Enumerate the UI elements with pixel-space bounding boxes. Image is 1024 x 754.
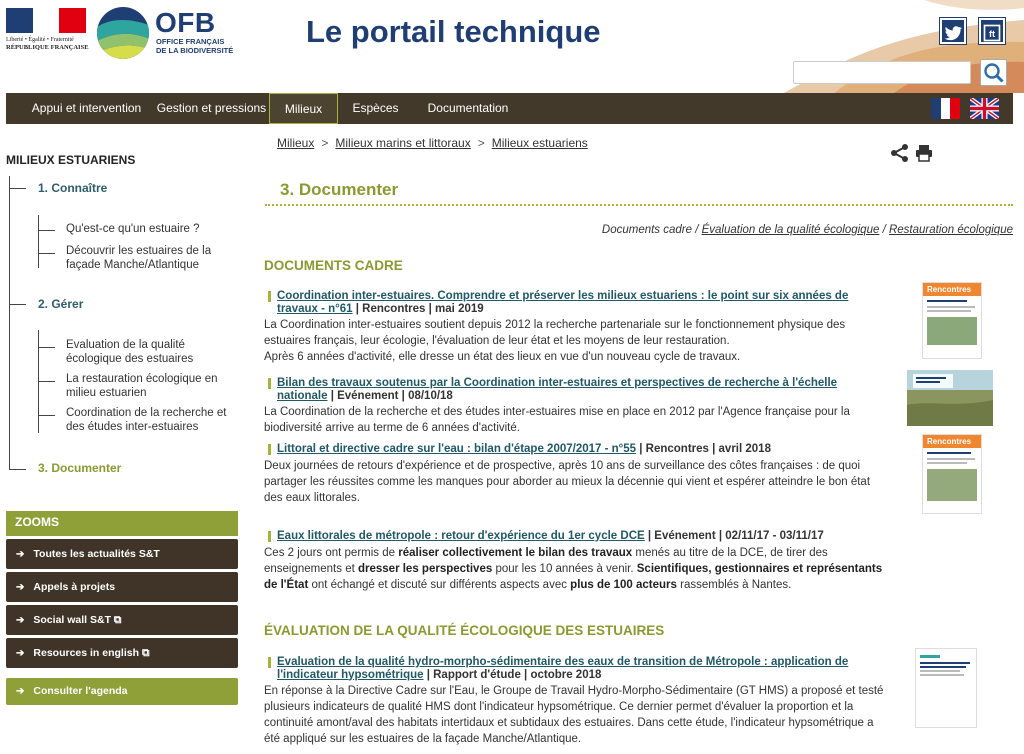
zoom-actualites[interactable]: ➔ Toutes les actualités S&T [6, 539, 238, 569]
rf-motto: Liberté • Égalité • Fraternité [6, 37, 74, 43]
arrow-right-icon: ➔ [16, 549, 25, 560]
site-header [0, 0, 1024, 93]
entry-title-link[interactable]: Littoral et directive cadre sur l'eau : bilan d'étape 2007/2017 - n°55 [277, 443, 637, 455]
search-input[interactable] [793, 61, 971, 84]
arrow-right-icon: ➔ [16, 648, 25, 659]
entry-title-link[interactable]: Bilan des travaux soutenus par la Coordination inter-estuaires et perspectives de recherche à l'échelle nationale [277, 377, 838, 402]
zoom-appels[interactable]: ➔ Appels à projets [6, 572, 238, 602]
ofb-wordmark: OFB [155, 7, 216, 38]
zoom-resources-english[interactable]: ➔ Resources in english ⧉ [6, 638, 238, 668]
sidebar-item-gerer[interactable]: 2. Gérer [38, 297, 84, 311]
rf-name: RÉPUBLIQUE FRANÇAISE [6, 44, 89, 51]
sidebar-item-evaluation[interactable]: Evaluation de la qualité écologique des estuaires [66, 339, 194, 365]
list-item: Eaux littorales de métropole : retour d'expérience du 1er cycle DCE | Evénement | 02/11/17 - 03/11/17 Ces 2 jours ont permis de réaliser collectivement le bilan des travaux menés au titre de la DCE, de tirer des enseignements et dresser les perspectives pour les 10 années à venir. Scientifiques, gestionnaires et représentants de l'État ont échangé et discuté sur différents aspects avec plus de 100 acteurs rassemblés à Nantes. [264, 530, 889, 593]
main-navigation [6, 93, 1013, 124]
anchor-evaluation[interactable]: Évaluation de la qualité écologique [701, 224, 880, 236]
page-title: 3. Documenter [280, 180, 399, 199]
list-item: Evaluation de la qualité hydro-morpho-sédimentaire des eaux de transition de Métropole : application de l'indicateur hypsométrique | Rapport d'étude | octobre 2018 En réponse à la Directive Cadre sur l'Eau, le Groupe de Travail Hydro-Morpho-Sédimentaire (GT HMS) a proposé et testé plusieurs indicateurs de qualité HMS dont l'indicateur hypsométrique. Ce dernier permet d'évaluer la proportion et la continuité amont/aval des habitats intertidaux et subtidaux des estuaires. Dans cette étude, l'indicateur hypsométrique a été appliqué sur les estuaires de la façade Manche/Atlantique. [264, 656, 889, 747]
entry-title-link[interactable]: Coordination inter-estuaires. Comprendre et préserver les milieux estuariens : le point sur six années de travaux - n°61 [277, 290, 849, 315]
breadcrumb-estuariens[interactable]: Milieux estuariens [491, 136, 588, 150]
event-thumbnail[interactable] [907, 370, 993, 426]
ofb-subtitle: OFFICE FRANÇAIS DE LA BIODIVERSITÉ [156, 37, 234, 55]
ofb-logo-icon[interactable] [97, 7, 149, 59]
document-thumbnail[interactable]: Rencontres [922, 434, 982, 514]
sidebar-item-documenter[interactable]: 3. Documenter [38, 461, 122, 475]
portal-title: Le portail technique [306, 14, 601, 49]
section-evaluation: ÉVALUATION DE LA QUALITÉ ÉCOLOGIQUE DES ESTUAIRES [264, 623, 665, 638]
sidebar-item-coordination[interactable]: Coordination de la recherche et des études inter-estuaires [66, 407, 227, 433]
arrow-right-icon: ➔ [16, 582, 25, 593]
document-thumbnail[interactable]: Rencontres [922, 282, 982, 359]
twitter-icon[interactable] [940, 18, 966, 44]
agenda-button[interactable]: ➔ Consulter l'agenda [6, 678, 238, 705]
french-flag-icon[interactable] [931, 98, 960, 119]
zoom-social-wall[interactable]: ➔ Social wall S&T ⧉ [6, 605, 238, 635]
section-anchors: Documents cadre / Évaluation de la qualité écologique / Restauration écologique [601, 224, 1013, 236]
breadcrumb-milieux[interactable]: Milieux [277, 136, 315, 150]
external-link-icon: ⧉ [113, 614, 122, 626]
zooms-header: ZOOMS [6, 511, 238, 536]
republique-francaise-logo[interactable] [6, 8, 90, 58]
nav-milieux[interactable]: Milieux [269, 93, 338, 124]
nav-gestion[interactable]: Gestion et pressions [156, 101, 267, 115]
entry-title-link[interactable]: Evaluation de la qualité hydro-morpho-sédimentaire des eaux de transition de Métropole : application de l'indicateur hypsométrique [277, 656, 849, 681]
english-flag-icon[interactable] [970, 98, 999, 119]
section-documents-cadre: DOCUMENTS CADRE [264, 258, 403, 273]
sidebar-item-decouvrir[interactable]: Découvrir les estuaires de la façade Manche/Atlantique [66, 245, 212, 271]
arrow-right-icon: ➔ [16, 615, 25, 626]
sidebar-item-estuaire[interactable]: Qu'est-ce qu'un estuaire ? [66, 223, 200, 235]
rss-icon[interactable] [979, 18, 1005, 44]
title-divider [265, 204, 1013, 206]
document-thumbnail[interactable] [915, 648, 977, 728]
nav-documentation[interactable]: Documentation [427, 101, 509, 115]
sidebar-title: MILIEUX ESTUARIENS [6, 153, 136, 167]
external-link-icon: ⧉ [141, 647, 150, 659]
share-icon[interactable] [890, 143, 910, 163]
print-icon[interactable] [915, 144, 933, 162]
sidebar-item-connaitre[interactable]: 1. Connaître [38, 181, 108, 195]
entry-title-link[interactable]: Eaux littorales de métropole : retour d'expérience du 1er cycle DCE [277, 530, 645, 542]
anchor-restauration[interactable]: Restauration écologique [888, 224, 1013, 236]
nav-appui[interactable]: Appui et intervention [31, 101, 142, 115]
breadcrumb: Milieux > Milieux marins et littoraux > Milieux estuariens [277, 136, 588, 150]
svg-text:ft: ft [988, 29, 996, 40]
arrow-right-icon: ➔ [16, 686, 25, 697]
nav-especes[interactable]: Espèces [352, 101, 399, 115]
tree-line [9, 176, 10, 470]
breadcrumb-marins[interactable]: Milieux marins et littoraux [335, 136, 471, 150]
list-item: Littoral et directive cadre sur l'eau : bilan d'étape 2007/2017 - n°55 | Rencontres | avril 2018 Deux journées de retours d'expérience et de prospective, après 10 ans de surveillance des côtes françaises : de quoi partager les réussites comme les manques pour aborder au mieux la décennie qui vient et espérer atteindre le bon état des eaux littorales. [264, 443, 889, 506]
search-icon [981, 60, 1006, 85]
list-item: Coordination inter-estuaires. Comprendre et préserver les milieux estuariens : le point sur six années de travaux - n°61 | Rencontres | mai 2019 La Coordination inter-estuaires soutient depuis 2012 la recherche partenariale sur le fonctionnement physique des estuaires français, leur écologie, l'évaluation de leur état et les moyens de leur restauration. Après 6 années d'activité, elle dresse un état des lieux en vue d'un nouveau cycle de travaux. [264, 290, 889, 365]
list-item: Bilan des travaux soutenus par la Coordination inter-estuaires et perspectives de recherche à l'échelle nationale | Evénement | 08/10/18 La Coordination de la recherche et des études inter-estuaires mise en place en 2012 par l'Agence française pour la biodiversité arrive au terme de 6 années d'activité. [264, 377, 889, 436]
search-button[interactable] [980, 59, 1007, 86]
sidebar-item-restauration[interactable]: La restauration écologique en milieu estuarien [66, 373, 218, 399]
